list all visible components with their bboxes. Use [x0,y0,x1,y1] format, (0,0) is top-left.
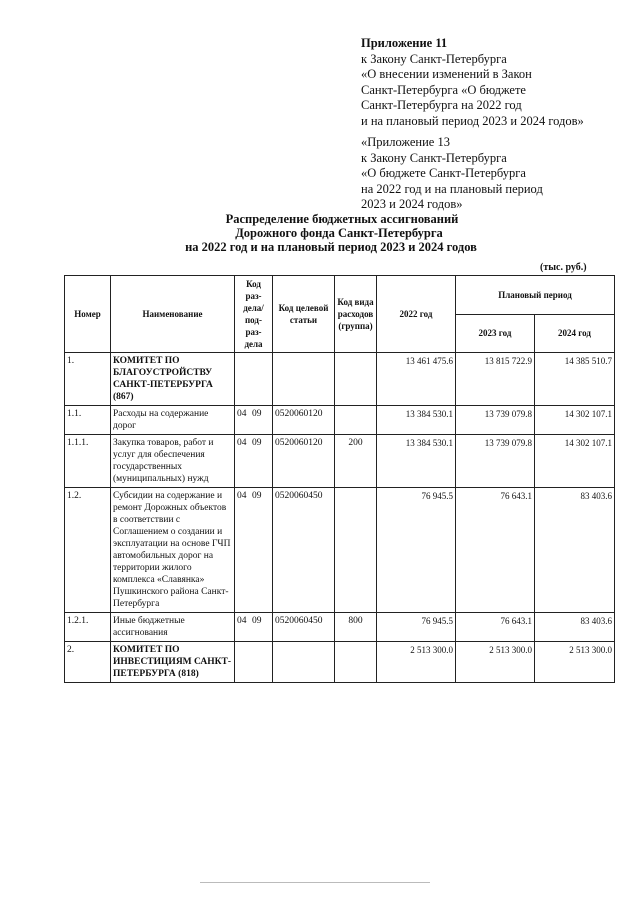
document-title [0,212,640,254]
row-value-2023: 13 815 722.9 [456,353,535,406]
row-prz: 09 [252,616,262,626]
row-target-code [273,353,335,406]
row-section-code [235,406,273,435]
header-plan-period: Плановый период [456,276,615,315]
table-row [65,642,615,683]
units-label: (тыс. руб.) [540,262,587,273]
row-number: 1.2. [65,488,111,613]
header-number: Номер [65,276,111,353]
row-value-2023: 13 739 079.8 [456,435,535,488]
row-value-2024: 14 302 107.1 [535,406,615,435]
header-target-code: Код целевой статьи [273,276,335,353]
appendix-11-line: и на плановый период 2023 и 2024 годов» [361,113,584,128]
row-value-2023: 76 643.1 [456,613,535,642]
appendix-13-line: на 2022 год и на плановый период [361,181,543,196]
row-value-2024: 14 385 510.7 [535,353,615,406]
row-target-code: 0520060120 [273,406,335,435]
footer-divider [200,882,430,883]
row-prz: 09 [252,491,262,501]
header-2022: 2022 год [377,276,456,353]
row-section-code [235,488,273,613]
header-section-code: Код раз-дела/ под-раз-дела [235,276,273,353]
row-rz: 04 [237,409,247,419]
appendix-11-title: Приложение 11 [361,36,448,50]
row-section-code [235,613,273,642]
table-row [65,613,615,642]
table-row [65,435,615,488]
row-value-2024: 14 302 107.1 [535,435,615,488]
appendix-13-line: к Закону Санкт-Петербурга [361,150,507,165]
row-expense-code: 800 [335,613,377,642]
row-section-code [235,642,273,683]
row-number: 1.1. [65,406,111,435]
row-expense-code [335,642,377,683]
row-target-code: 0520060450 [273,488,335,613]
appendix-11-block [361,36,584,129]
row-rz: 04 [237,491,247,501]
row-number: 1. [65,353,111,406]
row-rz: 04 [237,438,247,448]
row-rz: 04 [237,616,247,626]
title-line-1: Распределение бюджетных ассигнований [225,212,459,226]
appendix-13-line: «Приложение 13 [361,135,450,149]
header-expense-code: Код вида расходов (группа) [335,276,377,353]
row-value-2024: 83 403.6 [535,613,615,642]
row-value-2022: 13 384 530.1 [377,435,456,488]
header-2023: 2023 год [456,314,535,353]
row-value-2023: 76 643.1 [456,488,535,613]
row-section-code [235,353,273,406]
row-name: КОМИТЕТ ПО ИНВЕСТИЦИЯМ САНКТ-ПЕТЕРБУРГА (818) [111,642,235,683]
appendix-13-line: 2023 и 2024 годов» [361,197,463,211]
appendix-13-block [361,135,543,213]
row-prz: 09 [252,438,262,448]
appendix-11-line: Санкт-Петербурга «О бюджете [361,82,526,97]
row-value-2024: 83 403.6 [535,488,615,613]
appendix-11-line: к Закону Санкт-Петербурга [361,51,507,66]
row-number: 1.1.1. [65,435,111,488]
row-number: 1.2.1. [65,613,111,642]
row-value-2024: 2 513 300.0 [535,642,615,683]
row-value-2023: 13 739 079.8 [456,406,535,435]
appendix-11-line: «О внесении изменений в Закон [361,67,532,81]
table-row [65,353,615,406]
row-number: 2. [65,642,111,683]
row-target-code: 0520060120 [273,435,335,488]
title-line-3: на 2022 год и на плановый период 2023 и 2024 годов [185,240,477,254]
row-expense-code [335,406,377,435]
appendix-11-line: Санкт-Петербурга на 2022 год [361,98,522,112]
row-target-code: 0520060450 [273,613,335,642]
row-name: Иные бюджетные ассигнования [111,613,235,642]
budget-table [64,275,615,683]
appendix-13-line: «О бюджете Санкт-Петербурга [361,166,526,180]
row-expense-code [335,353,377,406]
row-prz: 09 [252,409,262,419]
row-value-2023: 2 513 300.0 [456,642,535,683]
row-name: Расходы на содержание дорог [111,406,235,435]
row-name: Закупка товаров, работ и услуг для обеспечения государственных (муниципальных) нужд [111,435,235,488]
row-value-2022: 13 461 475.6 [377,353,456,406]
row-expense-code: 200 [335,435,377,488]
table-row [65,488,615,613]
row-section-code [235,435,273,488]
row-expense-code [335,488,377,613]
row-value-2022: 76 945.5 [377,613,456,642]
table-header-row [65,276,615,315]
title-line-2: Дорожного фонда Санкт-Петербурга [235,226,443,240]
row-name: Субсидии на содержание и ремонт Дорожных объектов в соответствии с Соглашением о создании и эксплуатации на основе ГЧП автомобильных дорог на территории жилого комплекса «Славянка» Пушкинского района Санкт-Петербурга [111,488,235,613]
table-row [65,406,615,435]
row-value-2022: 13 384 530.1 [377,406,456,435]
header-name: Наименование [111,276,235,353]
row-value-2022: 76 945.5 [377,488,456,613]
header-2024: 2024 год [535,314,615,353]
row-value-2022: 2 513 300.0 [377,642,456,683]
row-name: КОМИТЕТ ПО БЛАГОУСТРОЙСТВУ САНКТ-ПЕТЕРБУРГА (867) [111,353,235,406]
row-target-code [273,642,335,683]
